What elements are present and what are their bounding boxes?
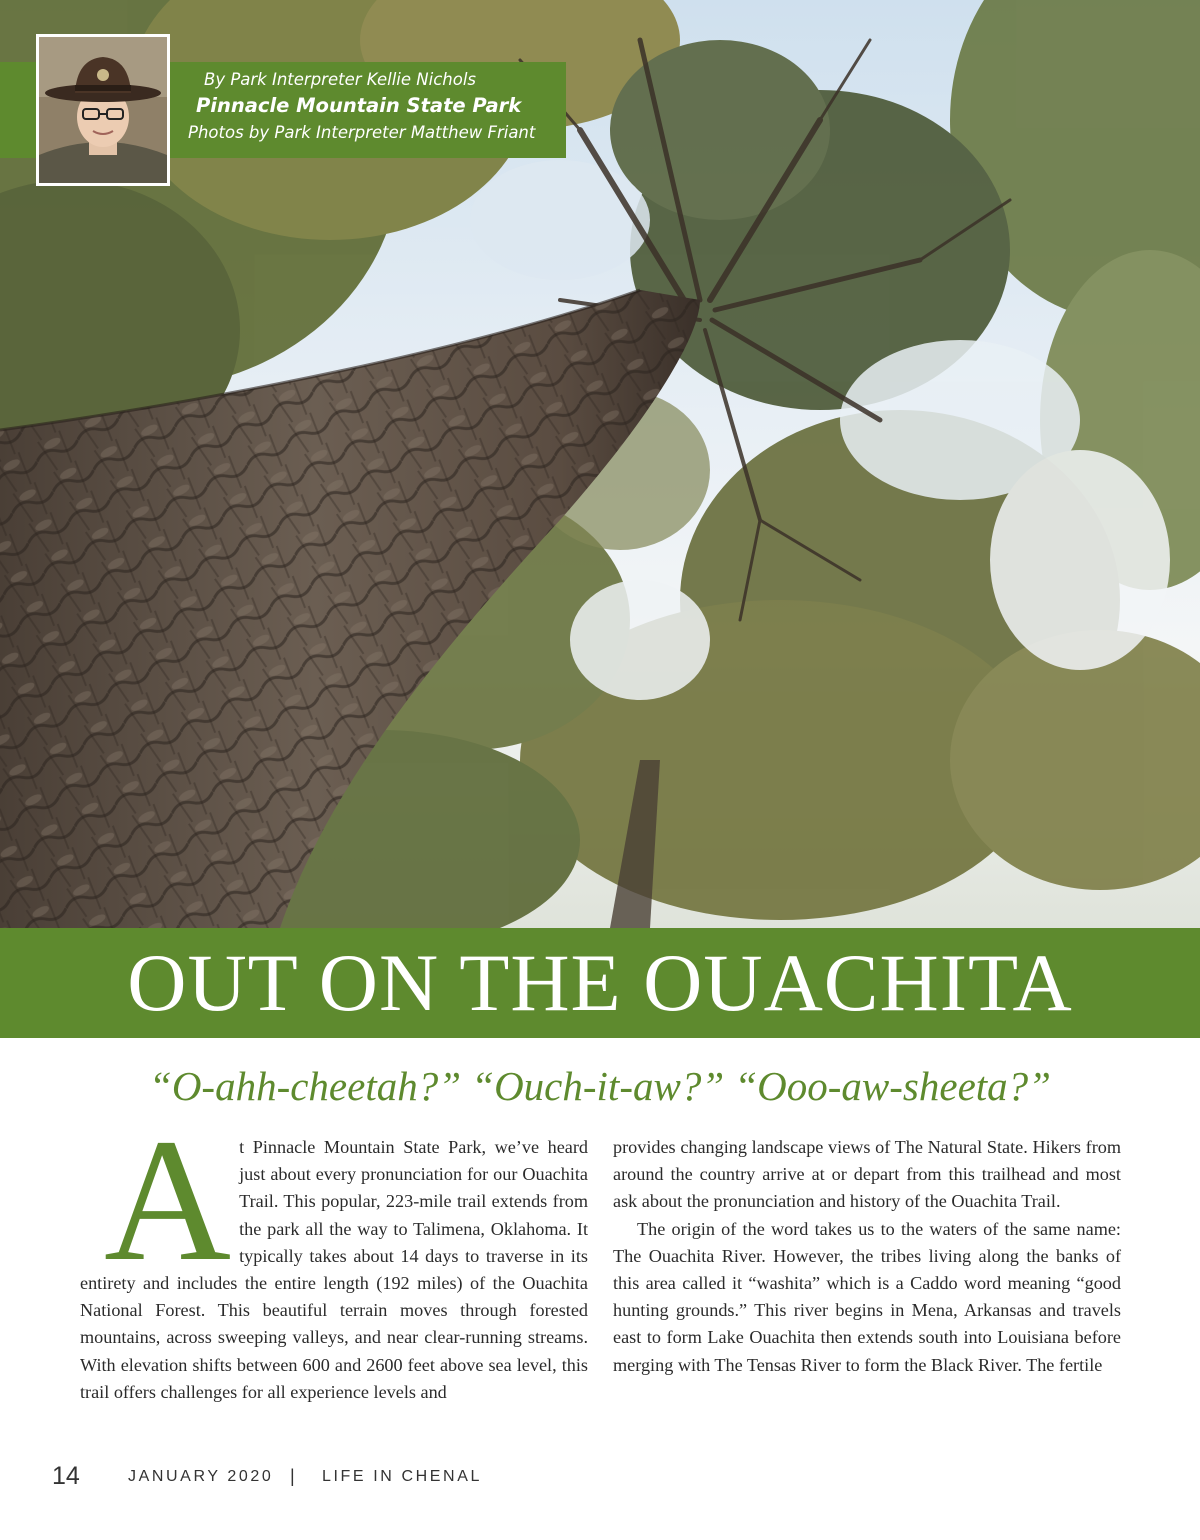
byline-text <box>188 68 535 146</box>
photo-credit: Photos by Park Interpreter Matthew Friant <box>188 123 536 142</box>
paragraph-intro <box>80 1103 588 1406</box>
footer-separator: | <box>290 1466 295 1486</box>
paragraph-origin: The origin of the word takes us to the waters of the same name: The Ouachita River. However, the tribes living along the banks of this area called it “washita” which is a Caddo word meaning “good hunting grounds.” This river begins in Mena, Arkansas and travels east to form Lake Ouachita then extends south into Louisiana before merging with The Tensas River to form the Black River. The fertile <box>613 1218 1121 1375</box>
drop-cap: A <box>104 1103 232 1298</box>
body-column-right <box>613 1134 1121 1379</box>
park-name: Pinnacle Mountain State Park <box>196 94 522 117</box>
body-column-left <box>80 1103 588 1406</box>
magazine-name: LIFE IN CHENAL <box>322 1468 482 1485</box>
title-band <box>0 928 1200 1038</box>
article-title: OUT ON THE OUACHITA <box>127 937 1073 1028</box>
paragraph-intro-text: t Pinnacle Mountain State Park, we’ve heard just about every pronunciation for our Ouachita Trail. This popular, 223-mile trail extends from the park all the way to Talimena, Oklahoma. It typically takes about 14 days to traverse in its entirety and includes the entire length (192 miles) of the Ouachita National Forest. This beautiful terrain moves through forested mountains, across sweeping valleys, and near clear-running streams. With elevation shifts between 600 and 2600 feet above sea level, this trail offers challenges for all experience levels and <box>80 1137 588 1402</box>
page-number: 14 <box>52 1462 80 1490</box>
author-portrait <box>36 34 170 186</box>
author-credit: By Park Interpreter Kellie Nichols <box>204 70 477 89</box>
article-subtitle: “O-ahh-cheetah?” “Ouch-it-aw?” “Ooo-aw-sheeta?” <box>149 1063 1051 1109</box>
paragraph-continued: provides changing landscape views of The Natural State. Hikers from around the country arrive at or depart from this trailhead and most ask about the pronunciation and history of the Ouachita Trail. <box>613 1137 1121 1212</box>
issue-date: JANUARY 2020 <box>128 1468 274 1485</box>
